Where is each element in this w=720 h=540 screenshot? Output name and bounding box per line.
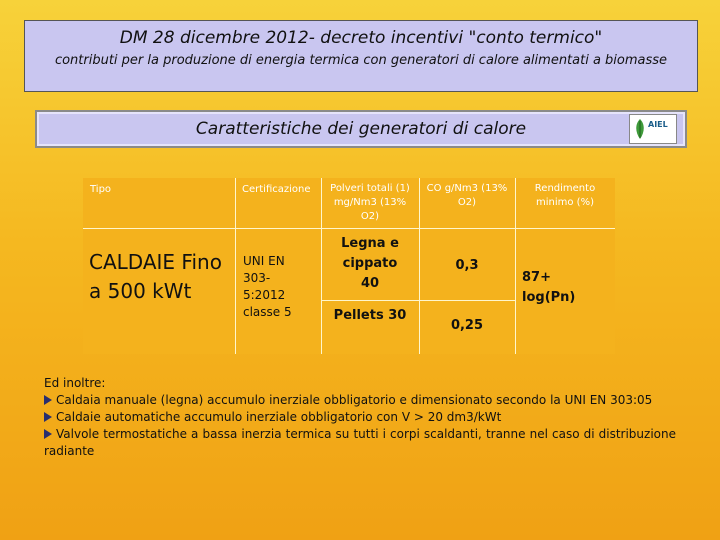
section-title: Caratteristiche dei generatori di calore (195, 119, 527, 139)
note-item (44, 426, 676, 460)
cell-fuel-1: Legna e cippato 40 (321, 228, 419, 300)
grid-line (515, 178, 516, 354)
notes (44, 375, 676, 460)
arrow-bullet-icon (44, 429, 52, 439)
grid-line (83, 228, 615, 229)
cell-fuel-2: Pellets 30 (321, 300, 419, 354)
aiel-logo (629, 114, 677, 144)
logo-text: AIEL (648, 120, 668, 129)
header-rendimento: Rendimento minimo (%) (515, 178, 615, 228)
note-item-text: Caldaia manuale (legna) accumulo inerziale obbligatorio e dimensionato secondo la UNI EN 303:05 (56, 393, 653, 407)
cell-tipo: CALDAIE Fino a 500 kWt (83, 228, 235, 354)
boiler-table (83, 178, 615, 354)
header-title: DM 28 dicembre 2012- decreto incentivi "conto termico" (119, 28, 603, 48)
header-co: CO g/Nm3 (13% O2) (419, 178, 515, 228)
header-box (24, 20, 698, 92)
cell-co-2: 0,25 (419, 300, 515, 354)
cell-co-1: 0,3 (419, 228, 515, 300)
section-title-box (35, 110, 687, 148)
cell-rendimento: 87+ log(Pn) (515, 228, 615, 354)
arrow-bullet-icon (44, 395, 52, 405)
header-subtitle: contributi per la produzione di energia termica con generatori di calore alimentati a biomasse (54, 53, 668, 68)
note-item-text: Caldaie automatiche accumulo inerziale obbligatorio con V > 20 dm3/kWt (56, 410, 502, 424)
header-polveri: Polveri totali (1) mg/Nm3 (13% O2) (321, 178, 419, 228)
grid-line (419, 178, 420, 354)
note-item (44, 392, 676, 409)
notes-intro: Ed inoltre: (44, 376, 106, 390)
header-tipo: Tipo (83, 178, 235, 228)
grid-line (235, 178, 236, 354)
note-item-text: Valvole termostatiche a bassa inerzia termica su tutti i corpi scaldanti, tranne nel caso di distribuzione radiante (44, 427, 676, 458)
arrow-bullet-icon (44, 412, 52, 422)
leaf-icon (633, 118, 647, 140)
grid-line (321, 178, 322, 354)
cell-certificazione: UNI EN 303-5:2012 classe 5 (235, 228, 321, 354)
grid-line (321, 300, 515, 301)
header-certificazione: Certificazione (235, 178, 321, 228)
note-item (44, 409, 676, 426)
